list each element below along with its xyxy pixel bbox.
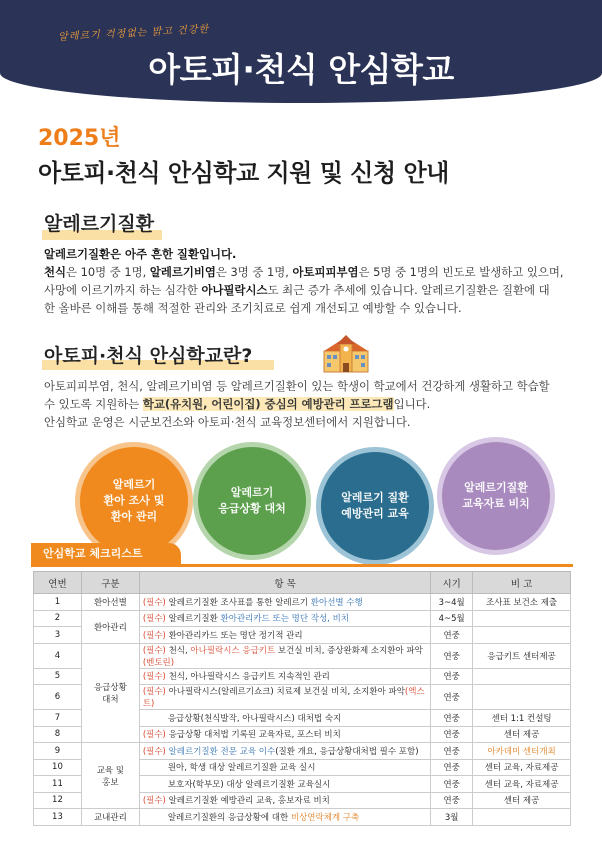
item-highlight: 환아선별 수행: [310, 597, 363, 608]
row-item: [139, 627, 430, 644]
item-text: 알레르기질환의 응급상황에 대한: [167, 812, 291, 823]
header-tagline: 알레르기 걱정없는 밝고 건강한: [57, 24, 210, 43]
header-title: 아토피·천식 안심학교: [148, 50, 454, 89]
item-text: 아나필락시스(알레르기쇼크) 치료제 보건실 비치, 소지환아 파악: [165, 687, 405, 697]
divider: [31, 564, 573, 567]
item-highlight: 아나필락시스 응급키트: [190, 645, 276, 656]
row-timing: 연중: [431, 710, 473, 727]
text: 한 올바른 이해를 통해 적절한 관리와 조기치료로 쉽게 개선되고 예방할 수 있습니다.: [44, 301, 462, 315]
table-row: [34, 743, 571, 760]
circle-education-materials: 알레르기질환 교육자료 비치: [437, 437, 555, 555]
checklist-tab: 안심학교 체크리스트: [31, 543, 181, 565]
item-required-tag: (필수): [142, 614, 166, 625]
program-highlight: 학교(유치원, 어린이집) 중심의 예방관리 프로그램: [142, 397, 394, 411]
item-text: 환아관리카드 또는 명단 정기적 관리: [165, 630, 303, 641]
row-number: 3: [34, 627, 82, 644]
item-text: 응급상황(천식발작, 아나필락시스) 대처법 숙지: [167, 713, 342, 724]
row-category: 교내관리: [81, 809, 139, 826]
main-title: 아토피·천식 안심학교 지원 및 신청 안내: [38, 159, 449, 187]
allergy-lead: 알레르기질환은 아주 흔한 질환입니다.: [44, 247, 237, 261]
row-note: 조사표 보건소 제출: [473, 594, 571, 611]
row-timing: 4~5월: [431, 610, 473, 627]
row-item: [139, 610, 430, 627]
row-category: 교육 및 홍보: [81, 743, 139, 809]
row-item: [139, 809, 430, 826]
item-highlight: (엑스트): [142, 687, 425, 709]
row-timing: 3월: [431, 809, 473, 826]
text: 안심학교 운영은 시군보건소와 아토피·천식 교육정보센터에서 지원합니다.: [44, 415, 411, 429]
item-required-tag: (필수): [142, 597, 166, 608]
item-text: 원아, 학생 대상 알레르기질환 교육 실시: [167, 763, 316, 774]
row-note: [473, 809, 571, 826]
text: 도 최근 증가 추세에 있습니다. 알레르기질환은 질환에 대: [267, 283, 550, 297]
term-anaphylaxis: 아나필락시스: [201, 283, 268, 297]
row-note: 센터 1:1 컨설팅: [473, 710, 571, 727]
row-item: [139, 776, 430, 793]
row-category: 응급상황 대처: [81, 643, 139, 743]
item-text: 알레르기질환 예방관리 교육, 홍보자료 비치: [165, 796, 330, 807]
item-highlight: 알레르기질환 전문 교육 이수: [168, 746, 276, 757]
item-required-tag: (필수): [142, 746, 166, 757]
row-item: [139, 668, 430, 685]
row-item: [139, 710, 430, 727]
row-note: 센터 교육, 자료제공: [473, 776, 571, 793]
row-note: 아카데미 센터개최: [473, 743, 571, 760]
allergy-paragraph: [44, 245, 584, 317]
term-rhinitis: 알레르기비염: [149, 265, 216, 279]
row-number: 13: [34, 809, 82, 826]
row-item: [139, 594, 430, 611]
school-paragraph: [44, 377, 584, 431]
item-required-tag: (필수): [142, 730, 166, 741]
row-note: 응급키트 센터제공: [473, 643, 571, 668]
item-text: 알레르기질환: [165, 614, 221, 625]
term-asthma: 천식: [44, 265, 67, 279]
item-required-tag: (필수): [142, 687, 166, 697]
row-number: 7: [34, 710, 82, 727]
text: 은 3명 중 1명,: [215, 265, 293, 279]
row-note: [473, 627, 571, 644]
text: 입니다.: [393, 397, 431, 411]
table-row: [34, 610, 571, 627]
row-number: 10: [34, 759, 82, 776]
circle-emergency-response: 알레르기 응급상황 대처: [193, 442, 311, 560]
row-item: [139, 759, 430, 776]
item-highlight: (벤토린): [142, 657, 175, 668]
row-number: 1: [34, 594, 82, 611]
row-item: [139, 743, 430, 760]
row-timing: 연중: [431, 726, 473, 743]
row-item: [139, 685, 430, 710]
item-required-tag: (필수): [142, 645, 166, 656]
circle-patient-survey: 알레르기 환아 조사 및 환아 관리: [75, 442, 193, 560]
row-timing: 연중: [431, 685, 473, 710]
item-text: 천식,: [165, 645, 191, 656]
item-required-tag: (필수): [142, 672, 166, 683]
row-category: 환아선별: [81, 594, 139, 611]
row-note: [473, 685, 571, 710]
row-number: 12: [34, 792, 82, 809]
row-timing: 연중: [431, 776, 473, 793]
item-text: 알레르기질환 조사표를 통한 알레르기: [165, 597, 311, 608]
row-number: 8: [34, 726, 82, 743]
row-number: 5: [34, 668, 82, 685]
row-timing: 연중: [431, 743, 473, 760]
table-row: [34, 809, 571, 826]
table-row: [34, 594, 571, 611]
row-note: 센터 제공: [473, 726, 571, 743]
row-note: [473, 668, 571, 685]
table-header-row: [34, 572, 571, 594]
text: 아토피피부염, 천식, 알레르기비염 등 알레르기질환이 있는 학생이 학교에서 건강하게 생활하고 학습할: [44, 379, 550, 393]
item-highlight: 환아관리카드 또는 명단 작성, 비치: [220, 614, 350, 625]
row-number: 4: [34, 643, 82, 668]
item-text: 보호자(학부모) 대상 알레르기질환 교육실시: [167, 779, 331, 790]
row-item: [139, 726, 430, 743]
item-highlight: 비상연락체계 구축: [290, 812, 360, 823]
row-note: 센터 제공: [473, 792, 571, 809]
allergy-heading: 알레르기질환: [44, 213, 155, 235]
table-row: [34, 643, 571, 668]
item-text: 응급상황 대처법 기록된 교육자료, 포스터 비치: [165, 730, 341, 741]
school-building-icon: [321, 335, 371, 373]
row-timing: 연중: [431, 668, 473, 685]
checklist-table: [33, 571, 571, 826]
item-required-tag: (필수): [142, 630, 166, 641]
row-number: 9: [34, 743, 82, 760]
column-header: 비 고: [473, 572, 571, 594]
school-heading: 아토피·천식 안심학교란?: [44, 345, 253, 367]
item-text: (질환 개요, 응급상황대처법 필수 포함): [275, 746, 419, 757]
row-timing: 연중: [431, 627, 473, 644]
column-header: 시기: [431, 572, 473, 594]
row-item: [139, 792, 430, 809]
row-number: 11: [34, 776, 82, 793]
row-timing: 연중: [431, 643, 473, 668]
circle-prevention-education: 알레르기 질환 예방관리 교육: [316, 447, 434, 565]
item-required-tag: (필수): [142, 796, 166, 807]
text: 사망에 이르기까지 하는 심각한: [44, 283, 202, 297]
row-number: 2: [34, 610, 82, 627]
item-text: 천식, 아나필락시스 응급키트 지속적인 관리: [165, 672, 330, 683]
term-dermatitis: 아토피피부염: [292, 265, 359, 279]
column-header: 구분: [81, 572, 139, 594]
row-timing: 연중: [431, 759, 473, 776]
row-timing: 3~4월: [431, 594, 473, 611]
row-number: 6: [34, 685, 82, 710]
column-header: 항 목: [139, 572, 430, 594]
text: 은 10명 중 1명,: [66, 265, 150, 279]
item-text: 보건실 비치, 증상완화제 소지환아 파악: [275, 645, 423, 656]
row-timing: 연중: [431, 792, 473, 809]
text: 수 있도록 지원하는: [44, 397, 143, 411]
text: 은 5명 중 1명의 빈도로 발생하고 있으며,: [358, 265, 564, 279]
row-note: 센터 교육, 자료제공: [473, 759, 571, 776]
row-item: [139, 643, 430, 668]
row-note: [473, 610, 571, 627]
row-category: 환아관리: [81, 610, 139, 643]
year-label: 2025년: [38, 126, 121, 151]
column-header: 연번: [34, 572, 82, 594]
